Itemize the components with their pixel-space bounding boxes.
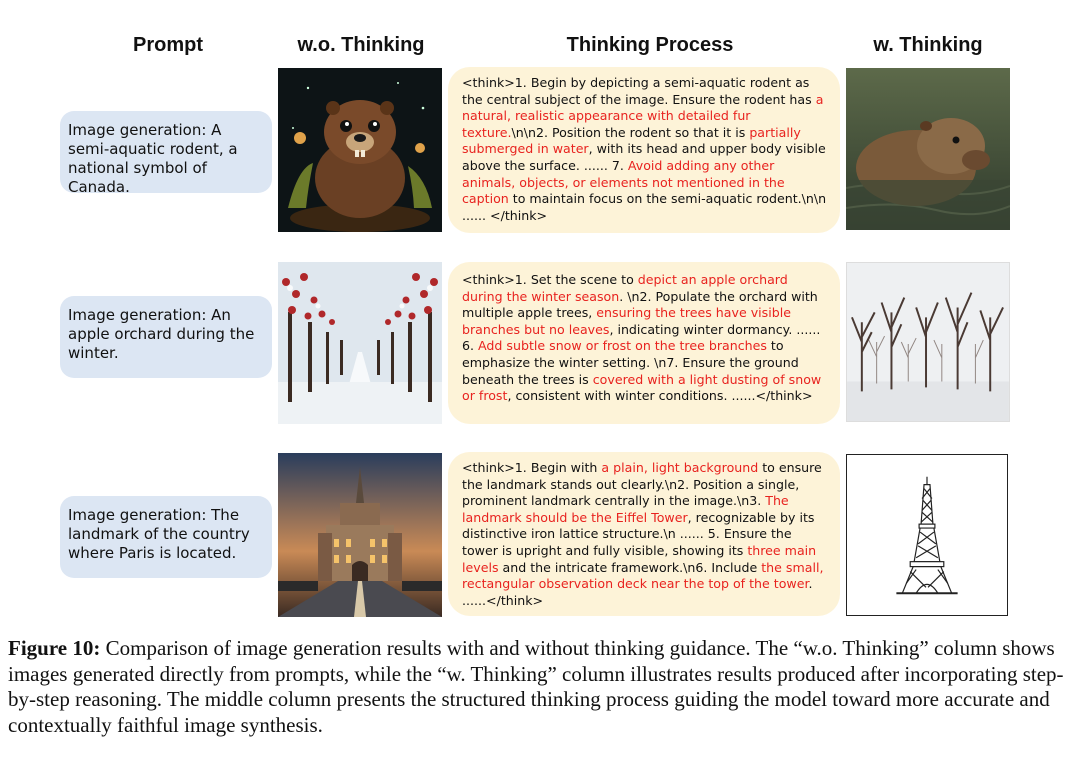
- thinking-segment: to emphasize the winter setting. \n7. Ensure the ground beneath the trees is: [462, 338, 799, 387]
- thinking-highlight: a natural, realistic appearance with detailed fur texture.: [462, 91, 824, 140]
- thinking-highlight: partially submerged in water: [462, 124, 801, 157]
- thinking-segment: <think>1. Begin with: [462, 460, 602, 475]
- thinking-highlight: Add subtle snow or frost on the tree branches: [478, 338, 767, 354]
- thinking-text-1: [462, 75, 826, 223]
- header-prompt: Prompt: [133, 34, 203, 56]
- thinking-segment: and the intricate framework.\n6. Include: [498, 559, 762, 575]
- thinking-segment: \n\n2. Position the rodent so that it is: [511, 124, 750, 140]
- thinking-text-2: [462, 272, 821, 403]
- thinking-highlight: covered with a light dusting of snow or frost: [462, 371, 822, 404]
- thinking-segment: <think>1. Begin by depicting a semi-aquatic rodent as the central subject of the image. Ensure the rodent has: [462, 75, 816, 107]
- thinking-segment: <think>1. Set the scene to: [462, 272, 638, 287]
- thinking-box-2: [448, 262, 840, 424]
- thinking-segment: . \n2. Populate the orchard with multiple apple trees,: [462, 288, 818, 321]
- thinking-highlight: The landmark should be the Eiffel Tower: [462, 493, 789, 525]
- thinking-highlight: three main levels: [462, 542, 817, 575]
- thinking-segment: , indicating winter dormancy. ...... 6.: [462, 321, 821, 354]
- thinking-box-3: [448, 452, 840, 616]
- thinking-segment: to maintain focus on the semi-aquatic rodent.\n\n ...... </think>: [462, 191, 827, 223]
- header-wo-thinking: w.o. Thinking: [297, 34, 425, 56]
- figure-label: Figure 10:: [8, 636, 101, 660]
- wo-thinking-image-2: [278, 262, 442, 424]
- prompt-box-3: Image generation: The landmark of the country where Paris is located.: [60, 496, 272, 578]
- thinking-segment: , recognizable by its distinctive iron lattice structure.\n ...... 5. Ensure the tower is upright and fully visible, showing its: [462, 509, 815, 558]
- thinking-highlight: depict an apple orchard during the winter season: [462, 272, 788, 304]
- wo-thinking-image-3: [278, 453, 442, 617]
- thinking-segment: to ensure the landmark stands out clearly.\n2. Position a single, prominent landmark centrally in the image.\n3.: [462, 460, 822, 509]
- caption-text: Comparison of image generation results with and without thinking guidance. The “w.o. Thinking” column shows images generated directly from prompts, while the “w. Thinking” column illustrates results produced after incorporating step-by-step reasoning. The middle column presents the structured thinking process guiding the model toward more accurate and contextually faithful image synthesis.: [8, 636, 1064, 737]
- thinking-highlight: the small, rectangular observation deck near the top of the tower: [462, 559, 824, 592]
- w-thinking-image-1: [846, 68, 1010, 230]
- thinking-box-1: [448, 67, 840, 233]
- prompt-box-2: Image generation: An apple orchard during the winter.: [60, 296, 272, 378]
- wo-thinking-image-1: [278, 68, 442, 232]
- header-w-thinking: w. Thinking: [873, 34, 983, 56]
- w-thinking-image-3: [846, 454, 1008, 616]
- w-thinking-image-2: [846, 262, 1010, 422]
- thinking-segment: . ......</think>: [462, 576, 813, 608]
- thinking-highlight: ensuring the trees have visible branches but no leaves: [462, 305, 791, 337]
- thinking-text-3: [462, 460, 823, 608]
- prompt-box-1: Image generation: A semi-aquatic rodent, a national symbol of Canada.: [60, 111, 272, 193]
- thinking-segment: , consistent with winter conditions. ......</think>: [507, 388, 813, 404]
- thinking-segment: , with its head and upper body visible above the surface. ...... 7.: [462, 141, 826, 173]
- figure-caption: [8, 636, 1074, 738]
- thinking-highlight: a plain, light background: [601, 460, 759, 475]
- header-thinking-process: Thinking Process: [566, 34, 734, 56]
- thinking-highlight: Avoid adding any other animals, objects, or elements not mentioned in the caption: [462, 157, 785, 207]
